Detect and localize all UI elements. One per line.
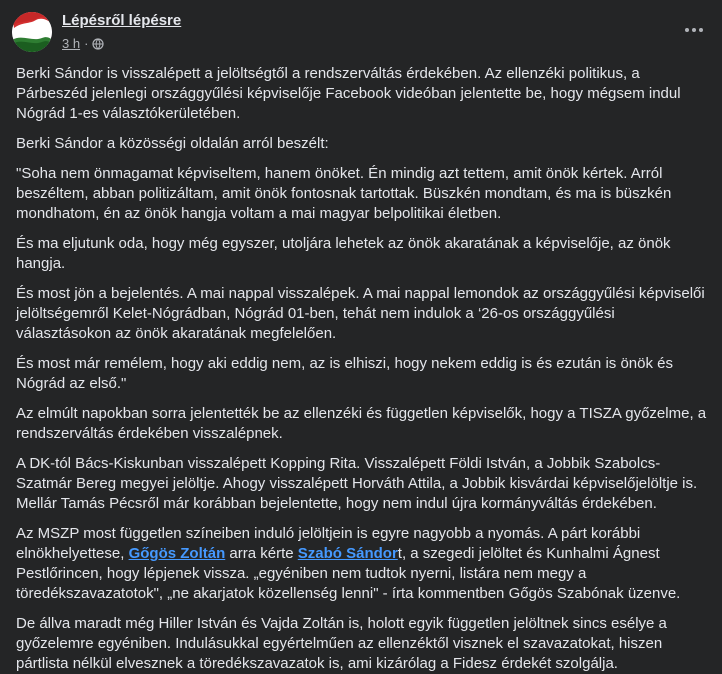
post-paragraph: És most már remélem, hogy aki eddig nem, az is elhiszi, hogy nekem eddig is és ezután is önök és Nógrád az első." bbox=[16, 355, 673, 392]
post-body bbox=[0, 64, 722, 674]
flag-logo-icon bbox=[12, 12, 52, 52]
post-paragraph: Berki Sándor is visszalépett a jelöltségtől a rendszerváltás érdekében. Az ellenzéki politikus, a Párbeszéd jelenlegi országgyűlési képviselője Facebook videóban jelentette be, hogy mégsem indul Nógrád 1-es választókerületében. bbox=[16, 65, 681, 122]
paragraph-text: t, a szegedi jelöltet és Kunhalmi Ágnest Pestlőrincen, hogy lépjenek vissza. „egyéniben nem tudtok nyerni, listára nem megy a töredékszavazatotok", „ne akarjatok közellenség lenni" - írta kommentben Gőgös Szabónak üzenve. bbox=[16, 545, 681, 602]
mention-gogos-zoltan[interactable]: Gőgös Zoltán bbox=[128, 545, 226, 562]
paragraph-text: arra kérte bbox=[225, 545, 298, 562]
post-paragraph: És most jön a bejelentés. A mai nappal visszalépek. A mai nappal lemondok az országgyűlési képviselői jelöltségemről Kelet-Nógrádban, Nógrád 01-ben, tehát nem indulok a ‘26-os országgyűlési választásokon az önök akaratának megfelelően. bbox=[16, 285, 705, 342]
post-header bbox=[0, 0, 722, 64]
post-paragraph: A DK-tól Bács-Kiskunban visszalépett Kopping Rita. Visszalépett Földi István, a Jobbik Szabolcs-Szatmár Bereg megyei jelöltje. Ahogy visszalépett Horváth Attila, a Jobbik kisvárdai képviselőjelöltje is. Mellár Tamás Pécsről már korábban bejelentette, hogy nem indul újra kormányváltás érdekében. bbox=[16, 455, 698, 512]
post-paragraph: Berki Sándor a közösségi oldalán arról beszélt: bbox=[16, 135, 329, 152]
post-paragraph: "Soha nem önmagamat képviseltem, hanem önöket. Én mindig azt tettem, amit önök kértek. Arról beszéltem, abban politizáltam, amit önök fontosnak tartottak. Büszkén mondtam, és ma is büszkén mondhatom, én az önök hangja voltam a mai magyar belpolitikai életben. bbox=[16, 165, 672, 222]
paragraph-text: Az MSZP most független színeiben induló jelöltjein is egyre nagyobb a nyomás. A párt korábbi elnökhelyettese, bbox=[16, 525, 641, 562]
post-paragraph-mszp bbox=[16, 524, 708, 604]
post-meta bbox=[62, 36, 104, 51]
more-options-icon[interactable] bbox=[676, 16, 712, 44]
globe-icon[interactable] bbox=[92, 38, 104, 50]
mention-szabo-sandor[interactable]: Szabó Sándor bbox=[297, 545, 398, 562]
page-name-link[interactable]: Lépésről lépésre bbox=[62, 12, 182, 29]
post-paragraph: És ma eljutunk oda, hogy még egyszer, utoljára lehetek az önök akaratának a képviselője, az önök hangja. bbox=[16, 235, 671, 272]
meta-separator: · bbox=[84, 36, 89, 51]
post-paragraph: De állva maradt még Hiller István és Vajda Zoltán is, holott egyik független jelöltnek sincs esélye a győzelemre egyéniben. Indulásukkal egyértelműen az ellenzéktől visznek el szavazatokat, hiszen pártlista nélkül elvesznek a töredékszavazatok is, ami kizárólag a Fidesz érdekét szolgálja. bbox=[16, 615, 667, 672]
post-paragraph: Az elmúlt napokban sorra jelentették be az ellenzéki és független képviselők, hogy a TISZA győzelme, a rendszerváltás érdekében visszalépnek. bbox=[16, 405, 707, 442]
page-avatar[interactable] bbox=[12, 12, 52, 52]
post-timestamp[interactable]: 3 h bbox=[62, 36, 81, 51]
